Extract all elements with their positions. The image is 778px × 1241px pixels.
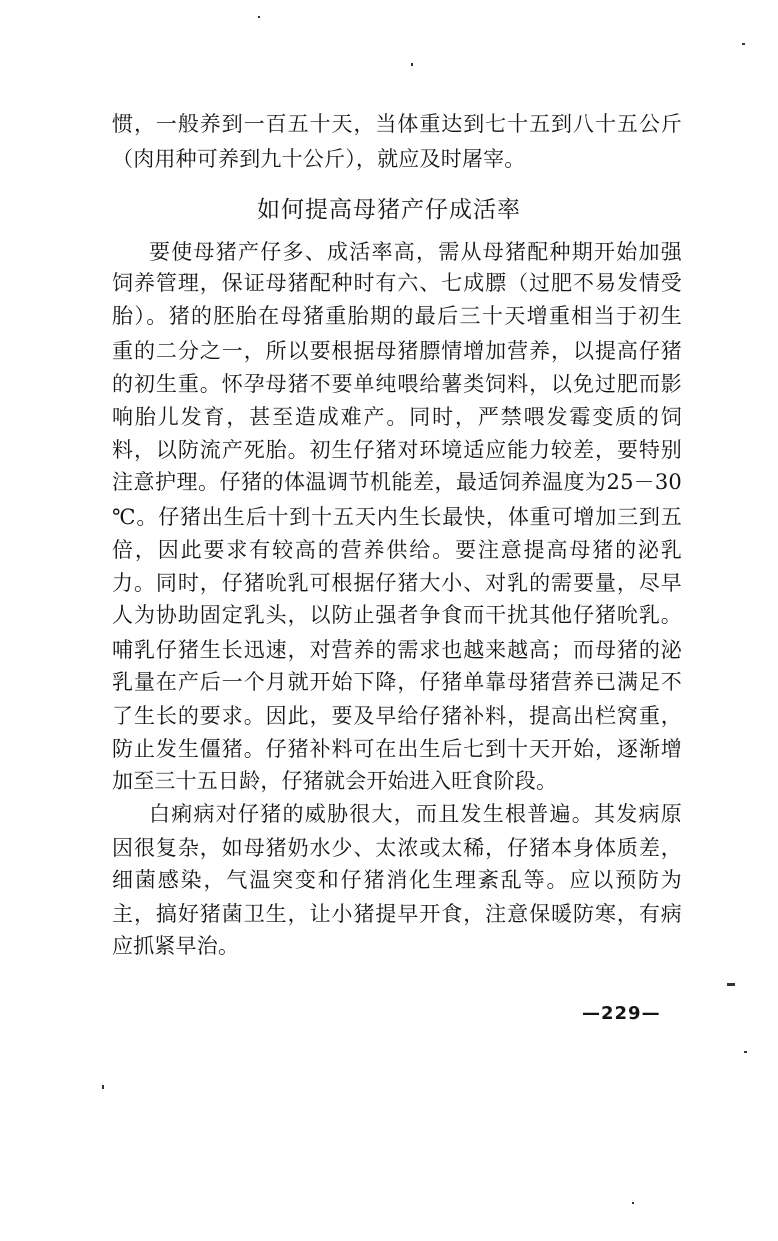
text-line: 因很复杂，如母猪奶水少、太浓或太稀，仔猪本身体质差， <box>112 836 682 860</box>
text-line: 加至三十五日龄，仔猪就会开始进入旺食阶段。 <box>112 769 558 793</box>
paragraph-first-line: 白痢病对仔猪的威胁很大，而且发生根普遍。其发病原 <box>149 802 682 826</box>
text-line: 重的二分之一，所以要根据母猪膘情增加营养，以提高仔猪 <box>112 339 682 363</box>
text-line: 饲养管理，保证母猪配种时有六、七成膘（过肥不易发情受 <box>112 271 682 295</box>
scan-speck <box>258 16 260 18</box>
scan-speck <box>742 43 745 45</box>
scan-speck <box>411 63 413 66</box>
text-line: 细菌感染，气温突变和仔猪消化生理紊乱等。应以预防为 <box>112 868 682 892</box>
text-line: 料，以防流产死胎。初生仔猪对环境适应能力较差，要特别 <box>112 438 682 462</box>
scan-speck <box>727 983 735 986</box>
text-line: 注意护理。仔猪的体温调节机能差，最适饲养温度为25－30 <box>112 470 682 494</box>
scan-speck <box>744 1051 747 1053</box>
text-line: 哺乳仔猪生长迅速，对营养的需求也越来越高；而母猪的泌 <box>112 638 682 662</box>
text-line: 了生长的要求。因此，要及早给仔猪补料，提高出栏窝重， <box>112 704 682 728</box>
scan-speck <box>632 1202 634 1204</box>
section-heading: 如何提高母猪产仔成活率 <box>257 197 521 223</box>
text-line: 力。同时，仔猪吮乳可根据仔猪大小、对乳的需要量，尽早 <box>112 571 682 595</box>
page-number: —229— <box>582 1003 661 1024</box>
text-line: ℃。仔猪出生后十到十五天内生长最快，体重可增加三到五 <box>112 505 682 529</box>
text-line: 惯，一般养到一百五十天，当体重达到七十五到八十五公斤 <box>112 112 682 136</box>
text-line: 防止发生僵猪。仔猪补料可在出生后七到十天开始，逐渐增 <box>112 737 682 761</box>
text-line: 倍，因此要求有较高的营养供给。要注意提高母猪的泌乳 <box>112 538 682 562</box>
text-line: 人为协助固定乳头，以防止强者争食而干扰其他仔猪吮乳。 <box>112 603 682 627</box>
text-line: 主，搞好猪菌卫生，让小猪提早开食，注意保暖防寒，有病 <box>112 902 682 926</box>
text-line: 的初生重。怀孕母猪不要单纯喂给薯类饲料，以免过肥而影 <box>112 372 682 396</box>
text-line: 胎）。猪的胚胎在母猪重胎期的最后三十天增重相当于初生 <box>112 304 682 328</box>
paragraph-first-line: 要使母猪产仔多、成活率高，需从母猪配种期开始加强 <box>149 240 682 264</box>
text-line: 应抓紧早治。 <box>112 934 240 958</box>
text-line: （肉用种可养到九十公斤），就应及时屠宰。 <box>112 147 526 171</box>
text-line: 响胎儿发育，甚至造成难产。同时，严禁喂发霉变质的饲 <box>112 405 682 429</box>
scan-speck <box>102 1085 104 1089</box>
text-line: 乳量在产后一个月就开始下降，仔猪单靠母猪营养已满足不 <box>112 670 682 694</box>
